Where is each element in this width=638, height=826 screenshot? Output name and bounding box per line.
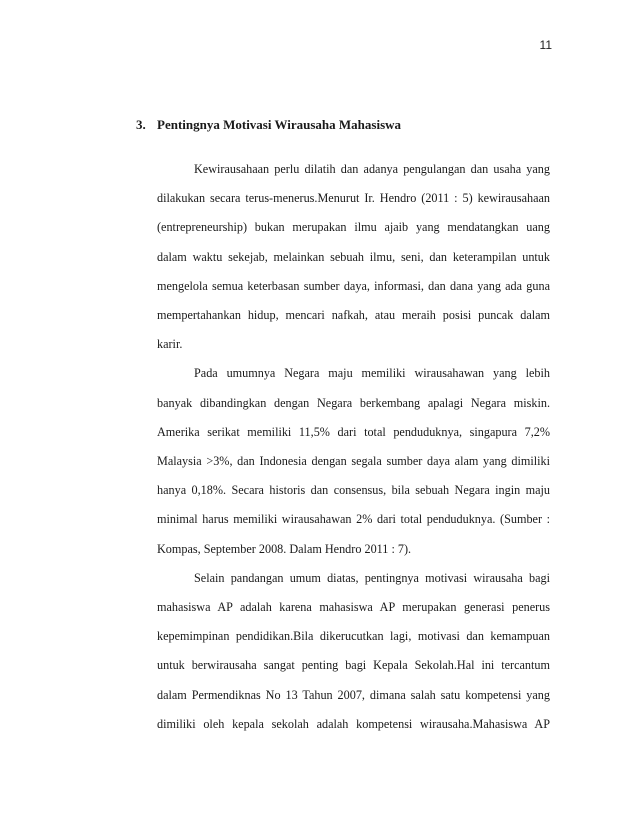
page-number: 11	[539, 38, 552, 52]
body-text	[157, 155, 550, 739]
text-line: hanya 0,18%. Secara historis dan consensus, bila sebuah Negara ingin maju	[157, 483, 550, 498]
text-line: kepemimpinan pendidikan.Bila dikerucutkan lagi, motivasi dan kemampuan	[157, 629, 550, 644]
text-line: dimiliki oleh kepala sekolah adalah kompetensi wirausaha.Mahasiswa AP	[157, 716, 550, 731]
text-line: minimal harus memiliki wirausahawan 2% dari total penduduknya. (Sumber :	[157, 512, 550, 527]
section-number: 3.	[136, 117, 146, 132]
section-title: Pentingnya Motivasi Wirausaha Mahasiswa	[157, 117, 402, 132]
text-line: Amerika serikat memiliki 11,5% dari total penduduknya, singapura 7,2%	[157, 424, 550, 439]
section-heading	[136, 117, 401, 133]
text-line: Malaysia >3%, dan Indonesia dengan segala sumber daya alam yang dimiliki	[157, 454, 550, 469]
text-line: Kewirausahaan perlu dilatih dan adanya pengulangan dan usaha yang	[194, 162, 550, 176]
text-line: dalam waktu sekejab, melainkan sebuah ilmu, seni, dan keterampilan untuk	[157, 249, 550, 264]
text-line: Kompas, September 2008. Dalam Hendro 2011 : 7).	[157, 541, 412, 556]
text-line: (entrepreneurship) bukan merupakan ilmu ajaib yang mendatangkan uang	[157, 220, 550, 235]
text-line: mempertahankan hidup, mencari nafkah, atau meraih posisi puncak dalam	[157, 308, 550, 323]
text-line: mengelola semua keterbasan sumber daya, informasi, dan dana yang ada guna	[157, 278, 550, 293]
text-line: dalam Permendiknas No 13 Tahun 2007, dimana salah satu kompetensi yang	[157, 687, 550, 702]
text-line: Pada umumnya Negara maju memiliki wirausahawan yang lebih	[194, 366, 550, 381]
text-line: untuk berwirausaha sangat penting bagi Kepala Sekolah.Hal ini tercantum	[157, 658, 550, 673]
text-line: karir.	[157, 337, 183, 352]
text-line: dilakukan secara terus-menerus.Menurut Ir. Hendro (2011 : 5) kewirausahaan	[157, 191, 550, 206]
text-line: mahasiswa AP adalah karena mahasiswa AP merupakan generasi penerus	[157, 600, 550, 615]
text-line: banyak dibandingkan dengan Negara berkembang apalagi Negara miskin.	[157, 395, 550, 410]
text-line: Selain pandangan umum diatas, pentingnya motivasi wirausaha bagi	[194, 570, 550, 585]
